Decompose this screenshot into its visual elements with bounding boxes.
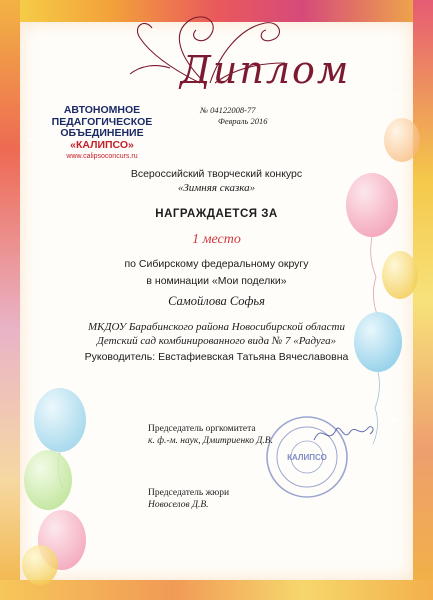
award-nomination: в номинации «Мои поделки»	[146, 275, 287, 287]
diploma-title: Диплом	[180, 48, 351, 92]
recipient-institution	[20, 320, 413, 348]
org-brand: «КАЛИПСО»	[70, 138, 134, 151]
org-line-3: ОБЪЕДИНЕНИЕ	[60, 127, 144, 139]
award-place: 1 место	[192, 232, 241, 247]
institution-line-2: Детский сад комбинированного вида № 7 «Радуга»	[96, 335, 337, 347]
contest-subtitle: «Зимняя сказка»	[177, 182, 256, 194]
recipient-name: Самойлова Софья	[168, 294, 265, 308]
handwritten-signature	[310, 418, 380, 448]
jury-name: Новоселов Д.В.	[148, 500, 209, 510]
jury-title: Председатель жюри	[148, 488, 230, 498]
balloon-green-left	[24, 450, 72, 510]
org-line-2: ПЕДАГОГИЧЕСКОЕ	[51, 115, 153, 128]
document-number: № 04122008-77	[200, 105, 256, 115]
contest-name: Всероссийский творческий конкурс	[130, 168, 303, 180]
document-date: Февраль 2016	[218, 116, 268, 126]
institution-line-1: МКДОУ Барабинского района Новосибирской области	[88, 321, 345, 333]
balloon-yellow-left	[22, 545, 58, 585]
org-line-1: АВТОНОМНОЕ	[63, 104, 141, 116]
supervisor: Руководитель: Евстафиевская Татьяна Вячеславовна	[84, 351, 349, 363]
award-region: по Сибирскому федеральному округу	[124, 258, 309, 270]
stamp-text: КАЛИПСО	[287, 453, 327, 462]
document-number-block	[200, 105, 268, 127]
jury-signature-block	[148, 487, 229, 511]
committee-signature-block	[148, 423, 273, 447]
balloon-orange-right	[384, 118, 420, 162]
award-heading: НАГРАЖДАЕТСЯ ЗА	[155, 208, 278, 220]
committee-title: Председатель оргкомитета	[148, 424, 256, 434]
org-website: www.calipsoconcurs.ru	[66, 153, 138, 160]
organization-block	[42, 105, 162, 163]
committee-name: к. ф.-м. наук, Дмитриенко Д.В.	[148, 436, 273, 446]
